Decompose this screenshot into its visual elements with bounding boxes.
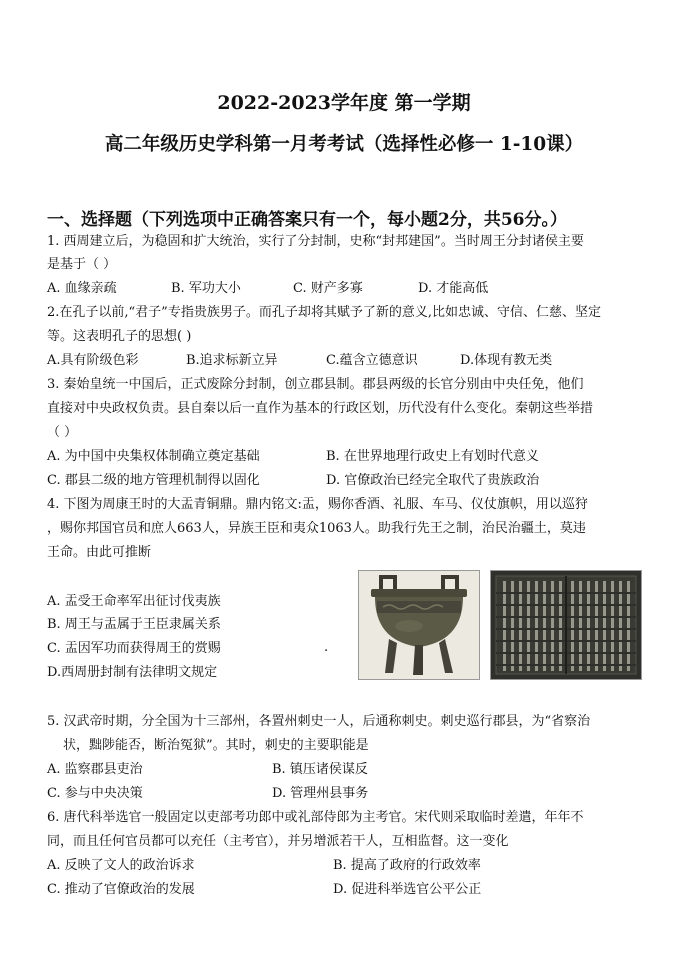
q2-stem-line2: 等。这表明孔子的思想( ) xyxy=(47,329,192,344)
bronze-inscription-rubbing xyxy=(490,570,642,680)
q5-option-d: D. 管理州县事务 xyxy=(272,786,369,801)
q4-option-c: C. 盂因军功而获得周王的赏赐 xyxy=(47,641,221,656)
q2-option-d: D.体现有教无类 xyxy=(460,353,553,368)
section-heading-choice: 一、选择题（下列选项中正确答案只有一个，每小题2分，共56分。） xyxy=(47,210,567,230)
q3-stem-line2: 直接对中央政权负责。县自秦以后一直作为基本的行政区划，历代没有什么变化。秦朝这些举措 xyxy=(47,401,594,416)
q3-option-d: D. 官僚政治已经完全取代了贵族政治 xyxy=(326,473,540,488)
q2-stem-line1: 2.在孔子以前,“君子”专指贵族男子。而孔子却将其赋予了新的意义,比如忠诚、守信、仁慈、坚定 xyxy=(47,305,601,320)
q6-stem-line2: 同，而且任何官员都可以充任（主考官），并另增派若干人，互相监督。这一变化 xyxy=(47,834,509,849)
q6-option-a: A. 反映了文人的政治诉求 xyxy=(47,858,195,873)
q2-option-a: A.具有阶级色彩 xyxy=(47,353,139,368)
q4-stem-line3: 王命。由此可推断 xyxy=(47,545,152,560)
q5-option-a: A. 监察郡县吏治 xyxy=(47,762,143,777)
q1-stem-line2: 是基于（ ） xyxy=(47,257,117,272)
q6-option-c: C. 推动了官僚政治的发展 xyxy=(47,882,195,897)
q3-stem-line1: 3. 秦始皇统一中国后，正式废除分封制，创立郡县制。郡县两级的长官分别由中央任免，他们 xyxy=(47,377,584,392)
q2-option-b: B.追求标新立异 xyxy=(186,353,278,368)
exam-title: 高二年级历史学科第一月考考试（选择性必修一 1-10课） xyxy=(104,134,584,155)
q1-option-a: A. 血缘亲疏 xyxy=(47,281,117,296)
bronze-ding-icon xyxy=(359,571,479,679)
q1-option-b: B. 军功大小 xyxy=(171,281,241,296)
q4-stem-line2: ，赐你邦国官员和庶人663人，异族王臣和夷众1063人。助我行先王之制，治民治疆土，莫违 xyxy=(47,521,586,536)
q4-stem-line1: 4. 下图为周康王时的大盂青铜鼎。鼎内铭文:盂，赐你香酒、礼服、车马、仪仗旗帜，用以巡狩 xyxy=(47,497,588,512)
q5-stem-line1: 5. 汉武帝时期，分全国为十三部州，各置州刺史一人，后通称刺史。刺史巡行郡县，为“省察治 xyxy=(47,714,591,729)
q6-option-b: B. 提高了政府的行政效率 xyxy=(333,858,481,873)
q4-option-a: A. 盂受王命率军出征讨伐夷族 xyxy=(47,594,221,609)
q6-option-d: D. 促进科举选官公平公正 xyxy=(333,882,482,897)
q2-option-c: C.蕴含立德意识 xyxy=(326,353,418,368)
q4-option-b: B. 周王与盂属于王臣隶属关系 xyxy=(47,617,221,632)
q4-option-d: D.西周册封制有法律明文规定 xyxy=(47,665,218,680)
bronze-ding-photo xyxy=(358,570,480,680)
q1-option-c: C. 财产多寡 xyxy=(293,281,363,296)
exam-year-term: 2022-2023学年度 第一学期 xyxy=(217,92,471,114)
q4-dot-mark: . xyxy=(324,640,329,655)
inscription-rubbing-icon xyxy=(491,571,641,679)
q5-option-c: C. 参与中央决策 xyxy=(47,786,143,801)
q3-option-b: B. 在世界地理行政史上有划时代意义 xyxy=(326,449,539,464)
q3-stem-line3: （ ） xyxy=(47,425,78,440)
q1-option-d: D. 才能高低 xyxy=(418,281,489,296)
q3-option-a: A. 为中国中央集权体制确立奠定基础 xyxy=(47,449,260,464)
q6-stem-line1: 6. 唐代科举选官一般固定以吏部考功郎中或礼部侍郎为主考官。宋代则采取临时差遣，年年不 xyxy=(47,810,584,825)
q1-stem-line1: 1. 西周建立后，为稳固和扩大统治，实行了分封制，史称“封邦建国”。当时周王分封诸侯主要 xyxy=(47,234,584,249)
q5-option-b: B. 镇压诸侯谋反 xyxy=(272,762,368,777)
q5-stem-line2: 状，黜陟能否，断治冤狱”。其时，刺史的主要职能是 xyxy=(63,738,369,753)
q3-option-c: C. 郡县二级的地方管理机制得以固化 xyxy=(47,473,260,488)
